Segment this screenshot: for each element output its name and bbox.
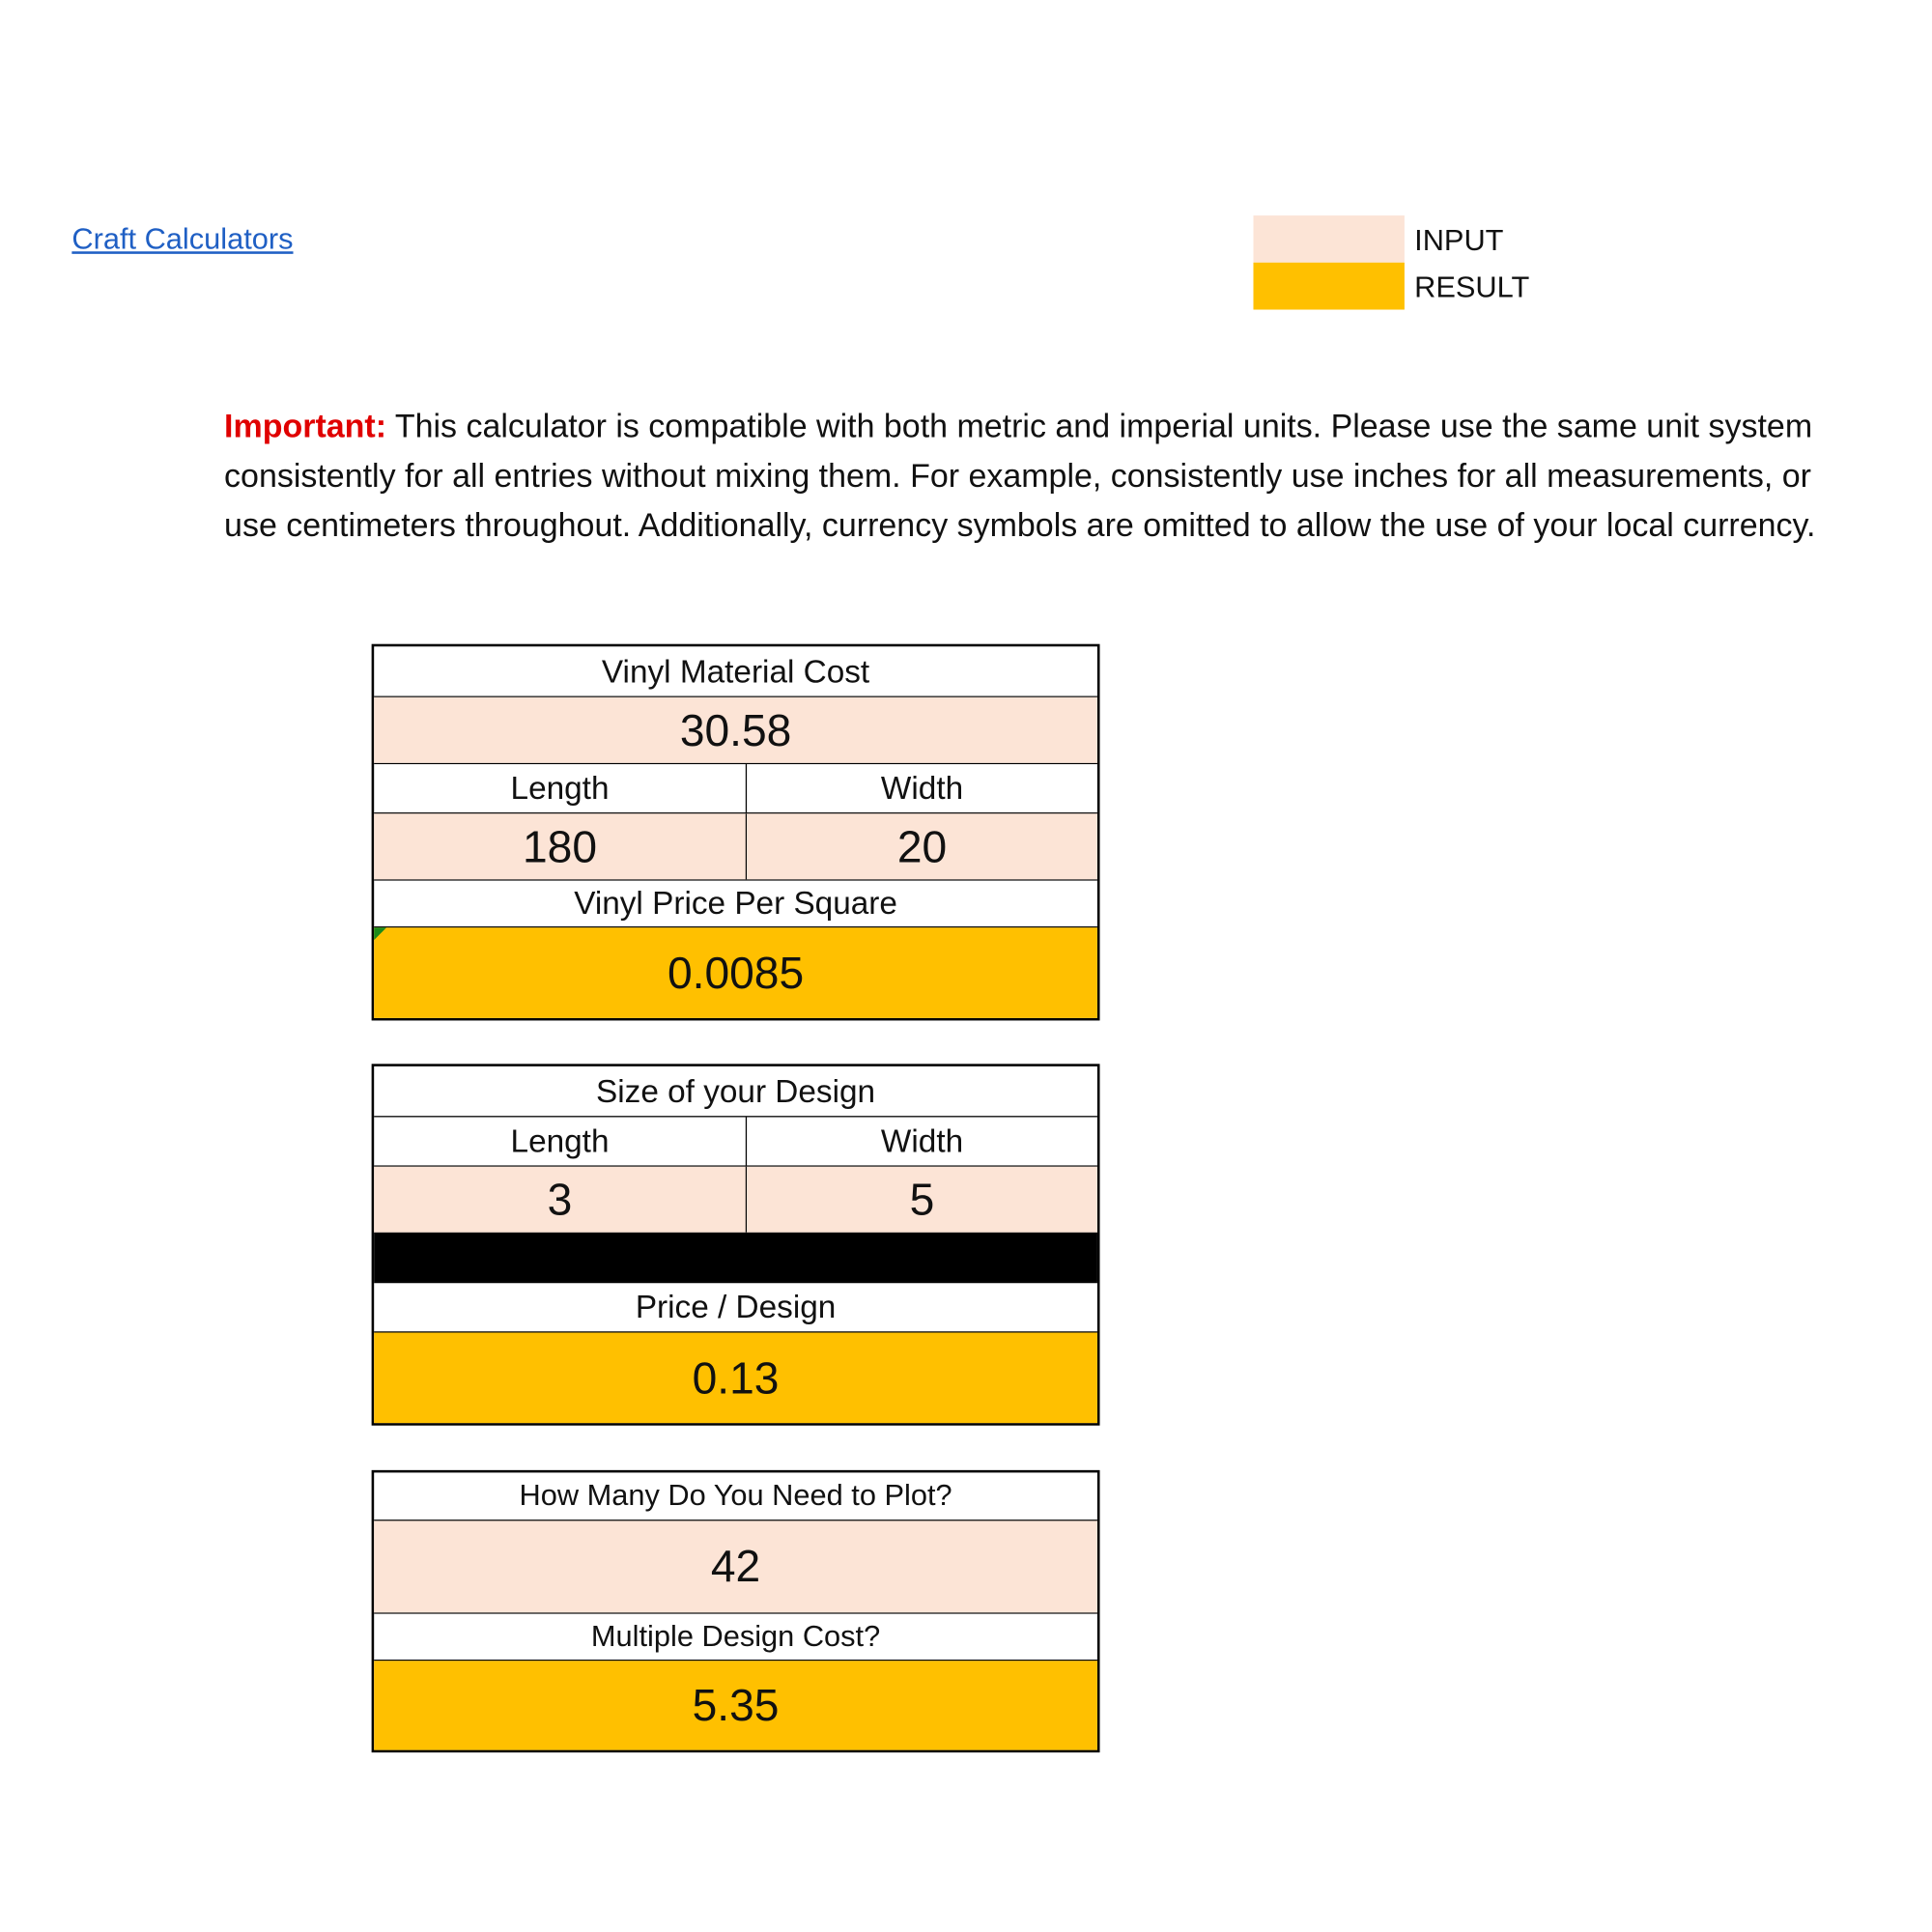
important-note <box>224 401 1871 550</box>
result-legend-swatch <box>1253 263 1404 310</box>
vinyl-material-table <box>372 644 1100 1021</box>
input-legend-swatch <box>1253 215 1404 263</box>
design-title: Size of your Design <box>596 1071 876 1110</box>
price-per-design-result[interactable]: 0.13 <box>374 1333 1097 1424</box>
multiple-design-cost-result[interactable]: 5.35 <box>374 1661 1097 1749</box>
plot-table <box>372 1470 1100 1752</box>
result-legend-label: RESULT <box>1414 270 1530 305</box>
material-length-label: Length <box>374 764 747 812</box>
plot-count-label: How Many Do You Need to Plot? <box>519 1478 952 1513</box>
craft-calculators-link[interactable]: Craft Calculators <box>71 222 294 257</box>
material-length-input[interactable]: 180 <box>374 813 747 879</box>
price-per-design-label: Price / Design <box>635 1288 837 1325</box>
material-width-label: Width <box>880 769 964 807</box>
price-per-square-value: 0.0085 <box>667 947 805 998</box>
multiple-design-cost-label: Multiple Design Cost? <box>590 1619 881 1653</box>
important-text: This calculator is compatible with both metric and imperial units. Please use the same unit system consistently for all entries without mixing them. For example, consistently use inches for all measurements, or use centimeters throughout. Additionally, currency symbols are omitted to allow the use of your local currency. <box>224 407 1816 544</box>
material-width-input[interactable]: 20 <box>747 813 1097 879</box>
input-legend-label: INPUT <box>1414 224 1504 258</box>
important-label: Important: <box>224 407 387 445</box>
design-width-label: Width <box>880 1122 964 1160</box>
price-per-square-label: Vinyl Price Per Square <box>574 884 897 922</box>
design-width-input[interactable]: 5 <box>747 1167 1097 1233</box>
design-length-label: Length <box>374 1117 747 1165</box>
material-title: Vinyl Material Cost <box>601 652 870 690</box>
price-per-square-result[interactable] <box>374 927 1097 1018</box>
error-indicator-icon <box>374 927 386 940</box>
design-length-input[interactable]: 3 <box>374 1167 747 1233</box>
material-cost-input[interactable]: 30.58 <box>374 697 1097 763</box>
black-divider <box>374 1234 1097 1282</box>
design-size-table <box>372 1064 1100 1425</box>
plot-count-input[interactable]: 42 <box>374 1520 1097 1612</box>
